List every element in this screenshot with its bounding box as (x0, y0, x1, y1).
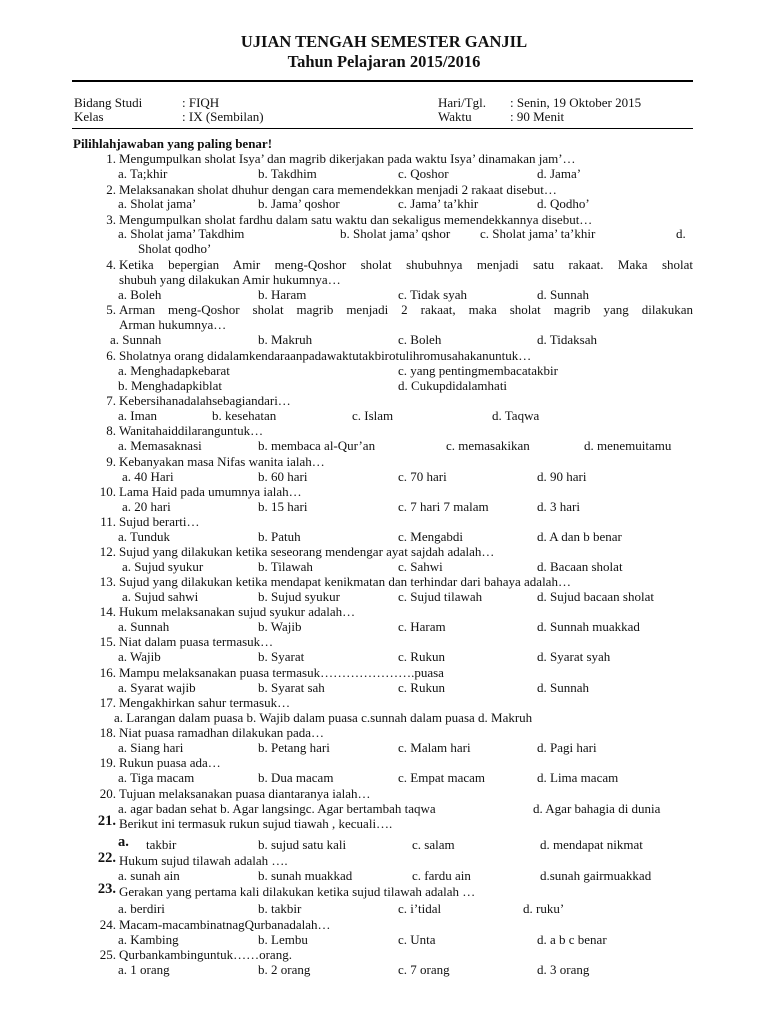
answer-option[interactable]: a. 40 Hari (122, 469, 174, 484)
answer-option[interactable]: c. i’tidal (398, 901, 442, 916)
answer-option[interactable]: a. Menghadapkebarat (118, 363, 230, 378)
question-number: 13. (99, 574, 116, 589)
question-text: Mengumpulkan sholat fardhu dalam satu waktu dan sekaligus memendekkannya disebut… (119, 212, 593, 227)
question-number: 12. (99, 544, 116, 559)
question-number: 6. (106, 348, 116, 363)
answer-option[interactable]: b. Sholat jama’ qshor (340, 226, 451, 241)
question-text: Lama Haid pada umumnya ialah… (119, 484, 302, 499)
question-text: Hukum melaksanakan sujud syukur adalah… (119, 604, 356, 619)
hari-label: Hari/Tgl. (438, 95, 487, 110)
answer-option[interactable]: d. Sujud bacaan sholat (537, 589, 654, 604)
answer-option[interactable]: a. Sujud syukur (122, 559, 204, 574)
question-number: 3. (106, 212, 116, 227)
answer-option[interactable]: a. Larangan dalam puasa b. Wajib dalam puasa c.sunnah dalam puasa d. Makruh (114, 710, 533, 725)
answer-option[interactable]: b. Menghadapkiblat (118, 378, 222, 393)
answer-option[interactable]: a. Sunnah (118, 619, 170, 634)
answer-option[interactable]: b. Haram (258, 287, 307, 302)
question-number: 2. (106, 182, 116, 197)
question-number: 18. (99, 725, 116, 740)
answer-option[interactable]: d. 3 hari (537, 499, 580, 514)
answer-option[interactable]: d. Sunnah muakkad (537, 619, 640, 634)
answer-option[interactable]: c. Sujud tilawah (398, 589, 483, 604)
answer-option[interactable]: a. sunah ain (118, 868, 180, 883)
bidang-studi-label: Bidang Studi (74, 95, 143, 110)
answer-option[interactable]: d. Taqwa (492, 408, 540, 423)
answer-option[interactable]: b. Tilawah (258, 559, 313, 574)
answer-option[interactable]: c. memasakikan (446, 438, 530, 453)
answer-option[interactable]: b. Wajib (258, 619, 302, 634)
answer-option[interactable]: a. Kambing (118, 932, 179, 947)
kelas-value: : IX (Sembilan) (182, 109, 264, 124)
answer-option[interactable]: c. Malam hari (398, 740, 471, 755)
answer-option[interactable]: a. berdiri (118, 901, 165, 916)
question-number: 17. (99, 695, 116, 710)
answer-option[interactable]: c. Islam (352, 408, 394, 423)
answer-option[interactable]: a. Tunduk (118, 529, 171, 544)
question-number: 24. (99, 917, 116, 932)
question-number: 16. (99, 665, 116, 680)
bidang-studi-value: : FIQH (182, 95, 220, 110)
question-number: 19. (99, 755, 116, 770)
answer-option[interactable]: b. Takdhim (258, 166, 317, 181)
question-text: Berikut ini termasuk rukun sujud tiawah , kecuali…. (119, 816, 393, 831)
instruction: Pilihlahjawaban yang paling benar! (73, 136, 273, 151)
question-text: Hukum sujud tilawah adalah …. (119, 853, 288, 868)
question-text: Rukun puasa ada… (119, 755, 221, 770)
answer-option[interactable]: a. Iman (118, 408, 157, 423)
answer-option[interactable]: d.sunah gairmuakkad (540, 868, 652, 883)
hari-value: : Senin, 19 Oktober 2015 (510, 95, 642, 110)
question-text: Wanitahaiddilaranguntuk… (119, 423, 264, 438)
exam-subtitle: Tahun Pelajaran 2015/2016 (287, 52, 481, 71)
answer-option[interactable]: c. Rukun (398, 649, 445, 664)
answer-option[interactable]: b. takbir (258, 901, 302, 916)
answer-option[interactable]: c. Sahwi (398, 559, 443, 574)
answer-option[interactable]: d. Agar bahagia di dunia (533, 801, 661, 816)
answer-option[interactable]: a. Memasaknasi (118, 438, 202, 453)
exam-title: UJIAN TENGAH SEMESTER GANJIL (240, 32, 528, 51)
answer-option[interactable]: b. membaca al-Qur’an (258, 438, 376, 453)
kelas-label: Kelas (74, 109, 104, 124)
answer-option[interactable]: b. sujud satu kali (258, 837, 347, 852)
answer-option[interactable]: b. Makruh (258, 332, 313, 347)
answer-option[interactable]: b. Sujud syukur (258, 589, 340, 604)
answer-option[interactable]: a. Ta;khir (118, 166, 168, 181)
answer-option[interactable]: b. Jama’ qoshor (258, 196, 340, 211)
question-text: Gerakan yang pertama kali dilakukan ketika sujud tilawah adalah … (119, 884, 476, 899)
answer-option[interactable]: d. Bacaan sholat (537, 559, 623, 574)
answer-option[interactable]: a. Wajib (118, 649, 161, 664)
question-text: Sujud berarti… (119, 514, 200, 529)
question-text-continued: shubuh yang dilakukan Amir hukumnya… (119, 272, 341, 287)
answer-option[interactable]: a. Sholat jama’ (118, 196, 197, 211)
answer-option[interactable]: d. Sunnah (537, 680, 589, 695)
answer-option[interactable]: c. fardu ain (412, 868, 471, 883)
answer-option[interactable]: c. Unta (398, 932, 436, 947)
question-number: 9. (106, 454, 116, 469)
question-number: 25. (99, 947, 116, 962)
waktu-label: Waktu (438, 109, 472, 124)
answer-option[interactable]: a. Siang hari (118, 740, 184, 755)
answer-option[interactable]: c. Boleh (398, 332, 442, 347)
answer-option[interactable]: a. 1 orang (118, 962, 170, 977)
answer-option[interactable]: d. Cukupdidalamhati (398, 378, 508, 393)
answer-option[interactable]: c. Mengabdi (398, 529, 463, 544)
question-number: 7. (106, 393, 116, 408)
answer-option[interactable]: a. Sunnah (110, 332, 162, 347)
question-number: 8. (106, 423, 116, 438)
question-number: 10. (99, 484, 116, 499)
answer-option[interactable]: a. Boleh (118, 287, 162, 302)
answer-option[interactable]: d. 3 orang (537, 962, 590, 977)
answer-option[interactable]: a. 20 hari (122, 499, 171, 514)
answer-option[interactable]: b. sunah muakkad (258, 868, 353, 883)
answer-option[interactable]: c. Qoshor (398, 166, 449, 181)
question-text: Mampu melaksanakan puasa termasuk………………….puasa (119, 665, 444, 680)
answer-option[interactable]: d. menemuitamu (584, 438, 672, 453)
question-number: 22. (97, 850, 116, 866)
answer-option[interactable]: c. Haram (398, 619, 446, 634)
answer-option[interactable]: b. Syarat sah (258, 680, 325, 695)
question-text: Ketika bepergian Amir meng-Qoshor sholat shubuhnya menjadi satu rakaat. Maka sholat (119, 257, 693, 272)
answer-option[interactable]: b. Lembu (258, 932, 308, 947)
question-text: Kebersihanadalahsebagiandari… (119, 393, 291, 408)
question-number: 21. (97, 813, 116, 829)
header-rule-top (72, 80, 693, 82)
answer-option[interactable]: d. Syarat syah (537, 649, 611, 664)
header-rule-bottom (72, 128, 693, 129)
answer-option[interactable]: a. Tiga macam (118, 770, 195, 785)
answer-option[interactable]: b. Petang hari (258, 740, 330, 755)
question-number: 4. (106, 257, 116, 272)
question-text: Mengumpulkan sholat Isya’ dan magrib dikerjakan pada waktu Isya’ dinamakan jam’… (119, 151, 576, 166)
answer-option[interactable]: c. 70 hari (398, 469, 447, 484)
question-text: Arman meng-Qoshor sholat magrib menjadi 2 rakaat, maka sholat magrib yang dilakukan (119, 302, 693, 317)
answer-option[interactable]: b. 15 hari (258, 499, 308, 514)
answer-option[interactable]: c. salam (412, 837, 455, 852)
question-number: 15. (99, 634, 116, 649)
answer-option[interactable]: c. Empat macam (398, 770, 485, 785)
answer-option[interactable]: a. (118, 834, 129, 850)
question-text: Sholatnya orang didalamkendaraanpadawaktutakbirotulihromusahakanuntuk… (119, 348, 532, 363)
answer-option[interactable]: b. kesehatan (212, 408, 277, 423)
answer-option[interactable]: takbir (146, 837, 177, 852)
question-text: Mengakhirkan sahur termasuk… (119, 695, 291, 710)
answer-option[interactable]: d. 90 hari (537, 469, 587, 484)
answer-option[interactable]: a. Sujud sahwi (122, 589, 199, 604)
answer-option[interactable]: d. Jama’ (537, 166, 582, 181)
question-number: 5. (106, 302, 116, 317)
waktu-value: : 90 Menit (510, 109, 565, 124)
answer-option[interactable]: d. Qodho’ (537, 196, 590, 211)
question-text: Macam-macambinatnagQurbanadalah… (119, 917, 331, 932)
answer-option[interactable]: d. a b c benar (537, 932, 607, 947)
answer-option[interactable]: Sholat qodho’ (138, 241, 212, 256)
answer-option[interactable]: c. 7 orang (398, 962, 450, 977)
question-text-continued: Arman hukumnya… (119, 317, 227, 332)
question-number: 1. (106, 151, 116, 166)
answer-option[interactable]: b. Syarat (258, 649, 305, 664)
answer-option[interactable]: d. Pagi hari (537, 740, 597, 755)
answer-option[interactable]: b. 2 orang (258, 962, 311, 977)
question-text: Melaksanakan sholat dhuhur dengan cara memendekkan menjadi 2 rakaat disebut… (119, 182, 557, 197)
answer-option[interactable]: a. Syarat wajib (118, 680, 196, 695)
answer-option[interactable]: d. (676, 226, 686, 241)
question-text: Tujuan melaksanakan puasa diantaranya ialah… (119, 786, 371, 801)
answer-option[interactable]: d. mendapat nikmat (540, 837, 643, 852)
question-number: 14. (99, 604, 116, 619)
answer-option[interactable]: d. Tidaksah (537, 332, 597, 347)
answer-option[interactable]: b. Dua macam (258, 770, 334, 785)
answer-option[interactable]: d. Sunnah (537, 287, 589, 302)
question-text: Sujud yang dilakukan ketika seseorang mendengar ayat sajdah adalah… (119, 544, 495, 559)
question-text: Niat puasa ramadhan dilakukan pada… (119, 725, 325, 740)
answer-option[interactable]: c. Tidak syah (398, 287, 467, 302)
answer-option[interactable]: c. yang pentingmembacatakbir (398, 363, 558, 378)
answer-option[interactable]: d. Lima macam (537, 770, 619, 785)
answer-option[interactable]: b. 60 hari (258, 469, 308, 484)
question-text: Qurbankambinguntuk……orang. (119, 947, 292, 962)
question-text: Kebanyakan masa Nifas wanita ialah… (119, 454, 325, 469)
answer-option[interactable]: a. agar badan sehat b. Agar langsingc. Agar bertambah taqwa (118, 801, 436, 816)
answer-option[interactable]: a. Sholat jama’ Takdhim (118, 226, 245, 241)
answer-option[interactable]: d. A dan b benar (537, 529, 622, 544)
answer-option[interactable]: c. 7 hari 7 malam (398, 499, 489, 514)
answer-option[interactable]: c. Rukun (398, 680, 445, 695)
answer-option[interactable]: b. Patuh (258, 529, 301, 544)
answer-option[interactable]: d. ruku’ (523, 901, 565, 916)
question-number: 23. (97, 881, 116, 897)
answer-option[interactable]: c. Jama’ ta’khir (398, 196, 479, 211)
question-text: Sujud yang dilakukan ketika mendapat kenikmatan dan terhindar dari bahaya adalah… (119, 574, 571, 589)
question-text: Niat dalam puasa termasuk… (119, 634, 274, 649)
answer-option[interactable]: c. Sholat jama’ ta’khir (480, 226, 596, 241)
question-number: 20. (99, 786, 116, 801)
question-number: 11. (100, 514, 116, 529)
